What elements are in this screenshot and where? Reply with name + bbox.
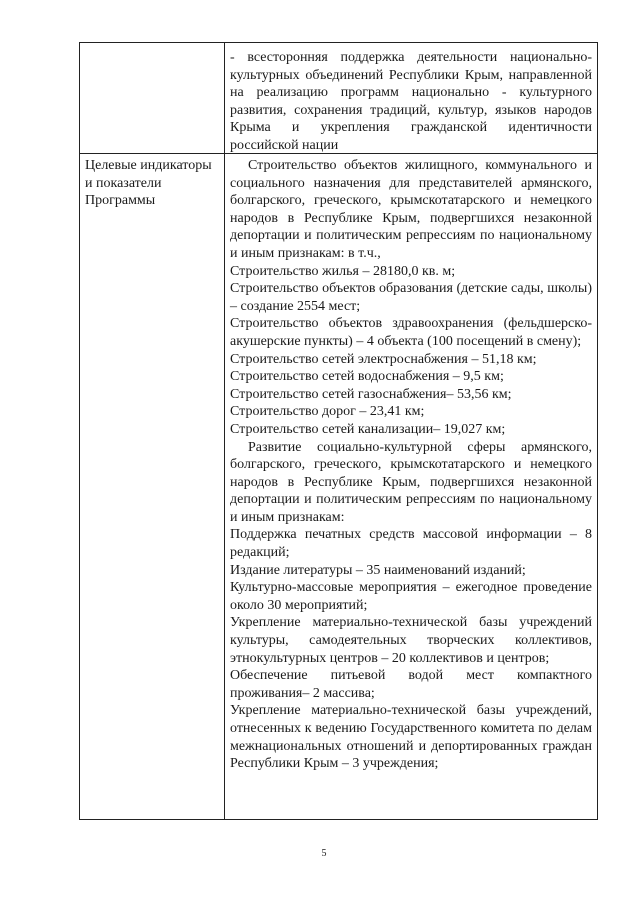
indicator-paragraph: Строительство сетей электроснабжения – 51,18 км;: [230, 351, 537, 367]
indicator-paragraph: Строительство дорог – 23,41 км;: [230, 404, 425, 420]
row1-paragraph: - всесторонняя поддержка деятельности национально-культурных объединений Республики Крым, направленной на реализацию программ национально - культурного развития, сохранения традиций, культур, языков народов Крыма и укрепления гражданской идентичности российской нации: [230, 50, 592, 153]
indicator-paragraph: Строительство сетей газоснабжения– 53,56 км;: [230, 386, 512, 402]
page-number: 5: [321, 848, 327, 859]
program-table: [79, 42, 598, 820]
indicator-paragraph: Строительство объектов жилищного, коммунального и социального назначения для представителей армянского, болгарского, греческого, крымскотатарского и немецкого народов в Республике Крым, подвергшихся незаконной депортации и политическим репрессиям по национальному и иным признакам: в т.ч.,: [230, 158, 592, 261]
indicator-paragraph: Строительство объектов образования (детские сады, школы) – создание 2554 мест;: [230, 281, 592, 314]
indicator-paragraph: Строительство объектов здравоохранения (фельдшерско-акушерские пункты) – 4 объекта (100 посещений в смену);: [230, 316, 592, 349]
indicator-paragraph: Развитие социально-культурной сферы армянского, болгарского, греческого, крымскотатарского и немецкого народов в Республике Крым, подвергшихся незаконной депортации и политическим репрессиям по национальному и иным признакам:: [230, 439, 592, 525]
indicator-paragraph: Строительство жилья – 28180,0 кв. м;: [230, 263, 456, 279]
indicator-paragraph: Строительство сетей канализации– 19,027 км;: [230, 421, 506, 437]
indicator-paragraph: Издание литературы – 35 наименований изданий;: [230, 562, 526, 578]
indicator-paragraph: Поддержка печатных средств массовой информации – 8 редакций;: [230, 527, 592, 561]
indicator-paragraph: Укрепление материально-технической базы учреждений, отнесенных к ведению Государственного комитета по делам межнациональных отношений и депортированных граждан Республики Крым – 3 учреждения;: [230, 703, 592, 772]
row2-label-cell: Целевые индикаторы и показатели Программы: [85, 158, 212, 209]
indicator-paragraph: Строительство сетей водоснабжения – 9,5 км;: [230, 369, 504, 385]
indicator-paragraph: Укрепление материально-технической базы учреждений культуры, самодеятельных творческих коллективов, этнокультурных центров – 20 коллективов и центров;: [230, 615, 592, 666]
indicator-paragraph: Обеспечение питьевой водой мест компактного проживания– 2 массива;: [230, 668, 592, 701]
column-divider: [224, 43, 225, 819]
indicator-paragraph: Культурно-массовые мероприятия – ежегодное проведение около 30 мероприятий;: [230, 580, 592, 613]
row2-content-cell: [230, 157, 592, 773]
row1-content-cell: [230, 49, 592, 155]
